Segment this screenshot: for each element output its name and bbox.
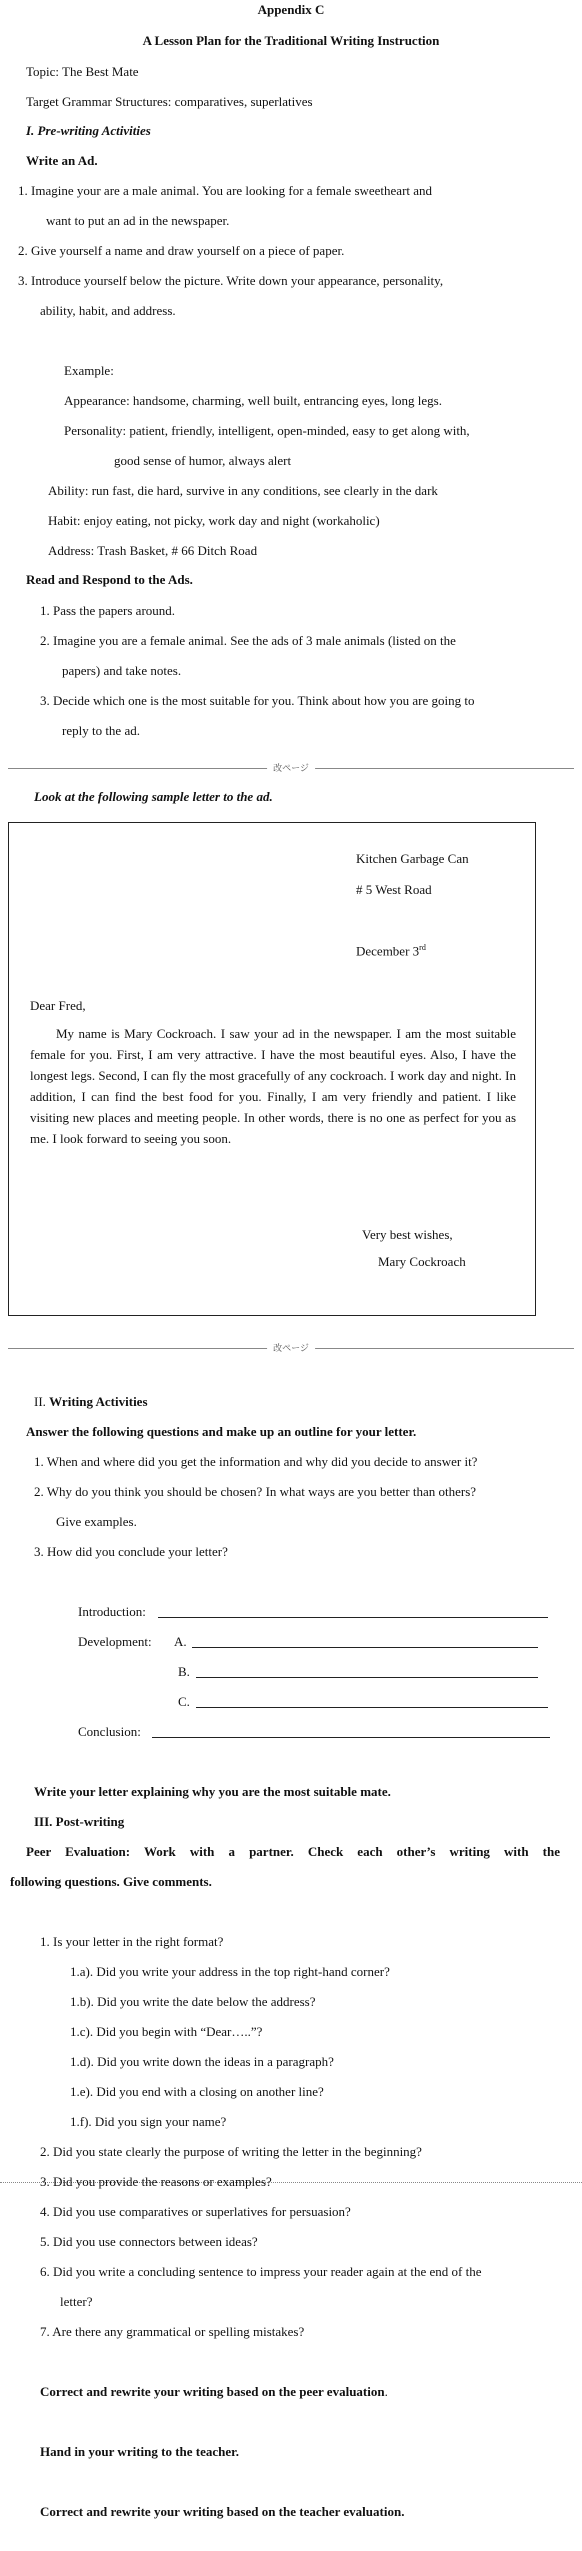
page-break-label: 改ページ (267, 1341, 315, 1354)
checklist-item-6-cont: letter? (60, 2294, 93, 2309)
letter-closing: Very best wishes, (362, 1227, 453, 1242)
final-step-peer-rewrite-period: . (384, 2384, 388, 2399)
respond-item-3-cont: reply to the ad. (62, 723, 140, 738)
page-break-1 (8, 760, 574, 776)
topic-line: Topic: The Best Mate (26, 64, 139, 79)
page-break-label: 改ページ (267, 761, 315, 774)
checklist-item-1b: 1.b). Did you write the date below the address? (70, 1994, 316, 2009)
write-letter-instruction: Write your letter explaining why you are the most suitable mate. (34, 1784, 391, 1799)
outline-introduction-blank (158, 1605, 548, 1618)
read-respond-heading: Read and Respond to the Ads. (26, 572, 193, 587)
prewriting-item-1-cont: want to put an ad in the newspaper. (46, 213, 230, 228)
prewriting-item-2: 2. Give yourself a name and draw yourself on a piece of paper. (18, 243, 345, 258)
outline-introduction-label: Introduction: (78, 1604, 146, 1619)
example-personality: Personality: patient, friendly, intelligent, open-minded, easy to get along with, (64, 423, 470, 438)
letter-signature: Mary Cockroach (378, 1254, 466, 1269)
letter-address-line-1: Kitchen Garbage Can (356, 851, 469, 866)
section-writing-title (34, 1394, 148, 1410)
checklist-item-3: 3. Did you provide the reasons or examples? (40, 2174, 272, 2189)
letter-address-line-2: # 5 West Road (356, 882, 432, 897)
document-title: A Lesson Plan for the Traditional Writing Instruction (142, 33, 440, 48)
writing-question-2: 2. Why do you think you should be chosen? In what ways are you better than others? (34, 1484, 477, 1499)
checklist-item-5: 5. Did you use connectors between ideas? (40, 2234, 258, 2249)
section-writing-name: Writing Activities (49, 1394, 148, 1409)
peer-evaluation-instruction: Peer Evaluation: Work with a partner. Check each other’s writing with the (26, 1844, 560, 1859)
letter-date (356, 940, 426, 959)
prewriting-item-3-cont: ability, habit, and address. (40, 303, 176, 318)
example-address: Address: Trash Basket, # 66 Ditch Road (48, 543, 258, 558)
checklist-item-1c: 1.c). Did you begin with “Dear…..”? (70, 2024, 263, 2039)
outline-dev-c-label: C. (178, 1694, 190, 1709)
respond-item-1: 1. Pass the papers around. (40, 603, 176, 618)
outline-dev-a-label: A. (174, 1634, 187, 1649)
writing-question-1: 1. When and where did you get the information and why did you decide to answer it? (34, 1454, 478, 1469)
checklist-item-1e: 1.e). Did you end with a closing on another line? (70, 2084, 324, 2099)
respond-item-2: 2. Imagine you are a female animal. See the ads of 3 male animals (listed on the (40, 633, 456, 648)
example-ability: Ability: run fast, die hard, survive in any conditions, see clearly in the dark (48, 483, 438, 498)
final-step-teacher-rewrite: Correct and rewrite your writing based on the teacher evaluation. (40, 2504, 405, 2519)
checklist-item-1f: 1.f). Did you sign your name? (70, 2114, 227, 2129)
outline-development-label: Development: (78, 1634, 152, 1649)
section-writing-number: II. (34, 1394, 50, 1409)
checklist-item-1d: 1.d). Did you write down the ideas in a paragraph? (70, 2054, 334, 2069)
writing-question-2-cont: Give examples. (56, 1514, 137, 1529)
letter-body: My name is Mary Cockroach. I saw your ad in the newspaper. I am the most suitable female for you. First, I am very attractive. I have the most beautiful eyes. Also, I have the longest legs. Second, I can fly the most gracefully of any cockroach. I work day and night. In addition, I can find the best food for you. Finally, I am very friendly and patient. I like visiting new places and meeting people. In other words, there is no one as perfect for you as me. I look forward to seeing you soon. (30, 1026, 516, 1146)
checklist-item-7: 7. Are there any grammatical or spelling mistakes? (40, 2324, 305, 2339)
peer-evaluation-instruction-cont: following questions. Give comments. (10, 1874, 212, 1889)
checklist-item-2: 2. Did you state clearly the purpose of writing the letter in the beginning? (40, 2144, 422, 2159)
section-postwriting-title: III. Post-writing (34, 1814, 125, 1829)
outline-dev-b-label: B. (178, 1664, 190, 1679)
example-personality-cont: good sense of humor, always alert (114, 453, 292, 468)
grammar-line: Target Grammar Structures: comparatives, superlatives (26, 94, 313, 109)
example-habit: Habit: enjoy eating, not picky, work day and night (workaholic) (48, 513, 380, 528)
appendix-label: Appendix C (257, 2, 325, 17)
example-label: Example: (64, 363, 114, 378)
final-step-peer-rewrite (40, 2384, 388, 2400)
writing-instruction: Answer the following questions and make up an outline for your letter. (26, 1424, 417, 1439)
checklist-item-1: 1. Is your letter in the right format? (40, 1934, 224, 1949)
prewriting-item-1: 1. Imagine your are a male animal. You are looking for a female sweetheart and (18, 183, 433, 198)
section-prewriting-title: I. Pre-writing Activities (26, 123, 151, 138)
prewriting-item-3: 3. Introduce yourself below the picture. Write down your appearance, personality, (18, 273, 444, 288)
respond-item-3: 3. Decide which one is the most suitable for you. Think about how you are going to (40, 693, 475, 708)
checklist-item-1a: 1.a). Did you write your address in the top right-hand corner? (70, 1964, 390, 1979)
checklist-item-4: 4. Did you use comparatives or superlatives for persuasion? (40, 2204, 351, 2219)
letter-date-text: December 3 (356, 943, 420, 959)
write-ad-heading: Write an Ad. (26, 153, 98, 168)
sample-letter-intro: Look at the following sample letter to the ad. (34, 789, 273, 804)
letter-date-suffix: rd (419, 943, 426, 952)
writing-question-3: 3. How did you conclude your letter? (34, 1544, 228, 1559)
page-break-2 (8, 1340, 574, 1356)
outline-conclusion-blank (152, 1725, 550, 1738)
example-appearance: Appearance: handsome, charming, well built, entrancing eyes, long legs. (64, 393, 442, 408)
outline-conclusion-label: Conclusion: (78, 1724, 141, 1739)
final-step-peer-rewrite-text: Correct and rewrite your writing based on the peer evaluation (40, 2384, 385, 2399)
checklist-item-6: 6. Did you write a concluding sentence to impress your reader again at the end of the (40, 2264, 482, 2279)
outline-dev-b-blank (196, 1665, 538, 1678)
letter-greeting: Dear Fred, (30, 998, 86, 1013)
respond-item-2-cont: papers) and take notes. (62, 663, 182, 678)
final-step-hand-in: Hand in your writing to the teacher. (40, 2444, 239, 2459)
outline-dev-a-blank (192, 1635, 538, 1648)
outline-dev-c-blank (196, 1695, 548, 1708)
